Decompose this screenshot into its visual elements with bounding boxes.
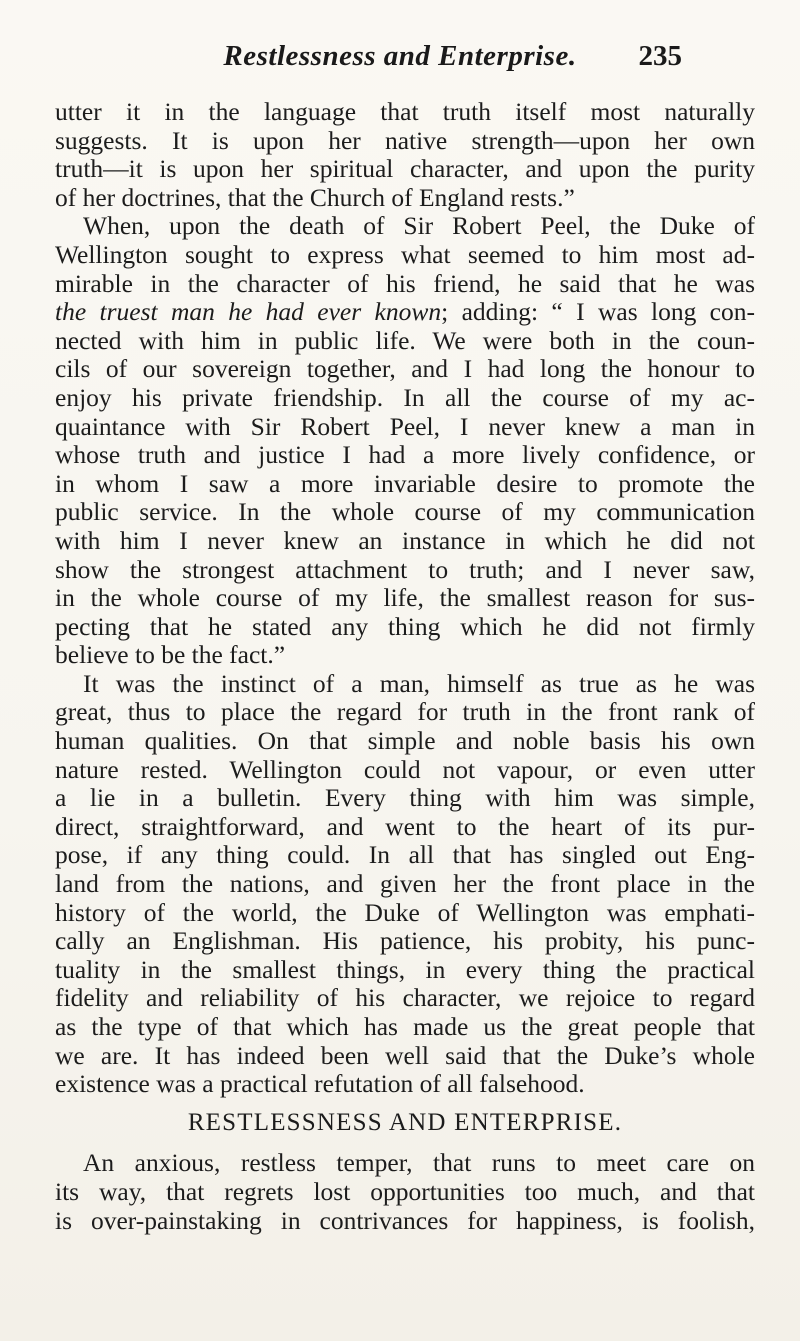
text-line: direct, straightforward, and went to the heart of its pur- — [55, 811, 755, 841]
text-line: tuality in the smallest things, in every thing the practical — [55, 954, 755, 984]
text-line: in the whole course of my life, the smallest reason for sus- — [55, 583, 755, 613]
text-line: land from the nations, and given her the front place in the — [55, 869, 755, 899]
running-title: Restlessness and Enterprise. — [223, 40, 577, 72]
text-line: history of the world, the Duke of Wellington was emphati- — [55, 897, 755, 927]
text-line: When, upon the death of Sir Robert Peel, the Duke of — [83, 211, 755, 241]
body-text — [55, 98, 755, 1235]
text-line: fidelity and reliability of his character, we rejoice to regard — [55, 983, 755, 1013]
text-line: existence was a practical refutation of all falsehood. — [55, 1069, 585, 1099]
text-line: nature rested. Wellington could not vapour, or even utter — [55, 754, 755, 784]
text-line: in whom I saw a more invariable desire to promote the — [55, 468, 755, 498]
text-line: as the type of that which has made us the great people that — [55, 1012, 755, 1041]
running-head — [0, 40, 800, 80]
text-line: its way, that regrets lost opportunities too much, and that — [55, 1176, 755, 1206]
text-line: public service. In the whole course of my communication — [55, 497, 755, 527]
text-line: enjoy his private friendship. In all the course of my ac- — [55, 382, 755, 412]
italic-quote: the truest man he had ever known — [55, 297, 442, 327]
text-line: truth—it is upon her spiritual character, and upon the purity — [55, 154, 755, 184]
paragraph-4 — [55, 1149, 755, 1235]
paragraph-1 — [55, 98, 755, 212]
page-number: 235 — [638, 40, 682, 72]
text-line: utter it in the language that truth itself most naturally — [55, 97, 755, 126]
text-line: An anxious, restless temper, that runs to meet care on — [83, 1148, 755, 1178]
paragraph-3 — [55, 670, 755, 1099]
text-line-with-italic — [55, 298, 755, 327]
text-line: human qualities. On that simple and noble basis his own — [55, 726, 755, 756]
text-fragment: ; adding: “ I was long con- — [441, 297, 755, 327]
text-line: quaintance with Sir Robert Peel, I never knew a man in — [55, 411, 755, 441]
text-line: is over-painstaking in contrivances for happiness, is foolish, — [55, 1205, 755, 1235]
text-line: great, thus to place the regard for truth in the front rank of — [55, 697, 755, 727]
text-line: suggests. It is upon her native strength—upon her own — [55, 125, 755, 155]
text-line: Wellington sought to express what seemed to him most ad- — [55, 239, 755, 269]
text-line: cils of our sovereign together, and I had long the honour to — [55, 354, 755, 384]
section-heading: RESTLESSNESS AND ENTERPRISE. — [187, 1108, 623, 1136]
text-line: nected with him in public life. We were both in the coun- — [55, 325, 755, 355]
text-line: pecting that he stated any thing which he did not firmly — [55, 611, 755, 641]
text-line: show the strongest attachment to truth; and I never saw, — [55, 554, 755, 584]
text-line: believe to be the fact.” — [55, 640, 286, 670]
text-line: with him I never knew an instance in which he did not — [55, 525, 755, 555]
text-line: we are. It has indeed been well said that the Duke’s whole — [55, 1040, 755, 1070]
text-line: cally an Englishman. His patience, his probity, his punc- — [55, 926, 755, 956]
text-line: pose, if any thing could. In all that has singled out Eng- — [55, 840, 755, 870]
text-line: whose truth and justice I had a more lively confidence, or — [55, 440, 755, 470]
paragraph-2 — [55, 212, 755, 670]
text-line: of her doctrines, that the Church of England rests.” — [55, 182, 575, 212]
text-line: It was the instinct of a man, himself as true as he was — [83, 668, 755, 698]
text-line: mirable in the character of his friend, he said that he was — [55, 268, 755, 298]
text-line: a lie in a bulletin. Every thing with him was simple, — [55, 783, 755, 813]
